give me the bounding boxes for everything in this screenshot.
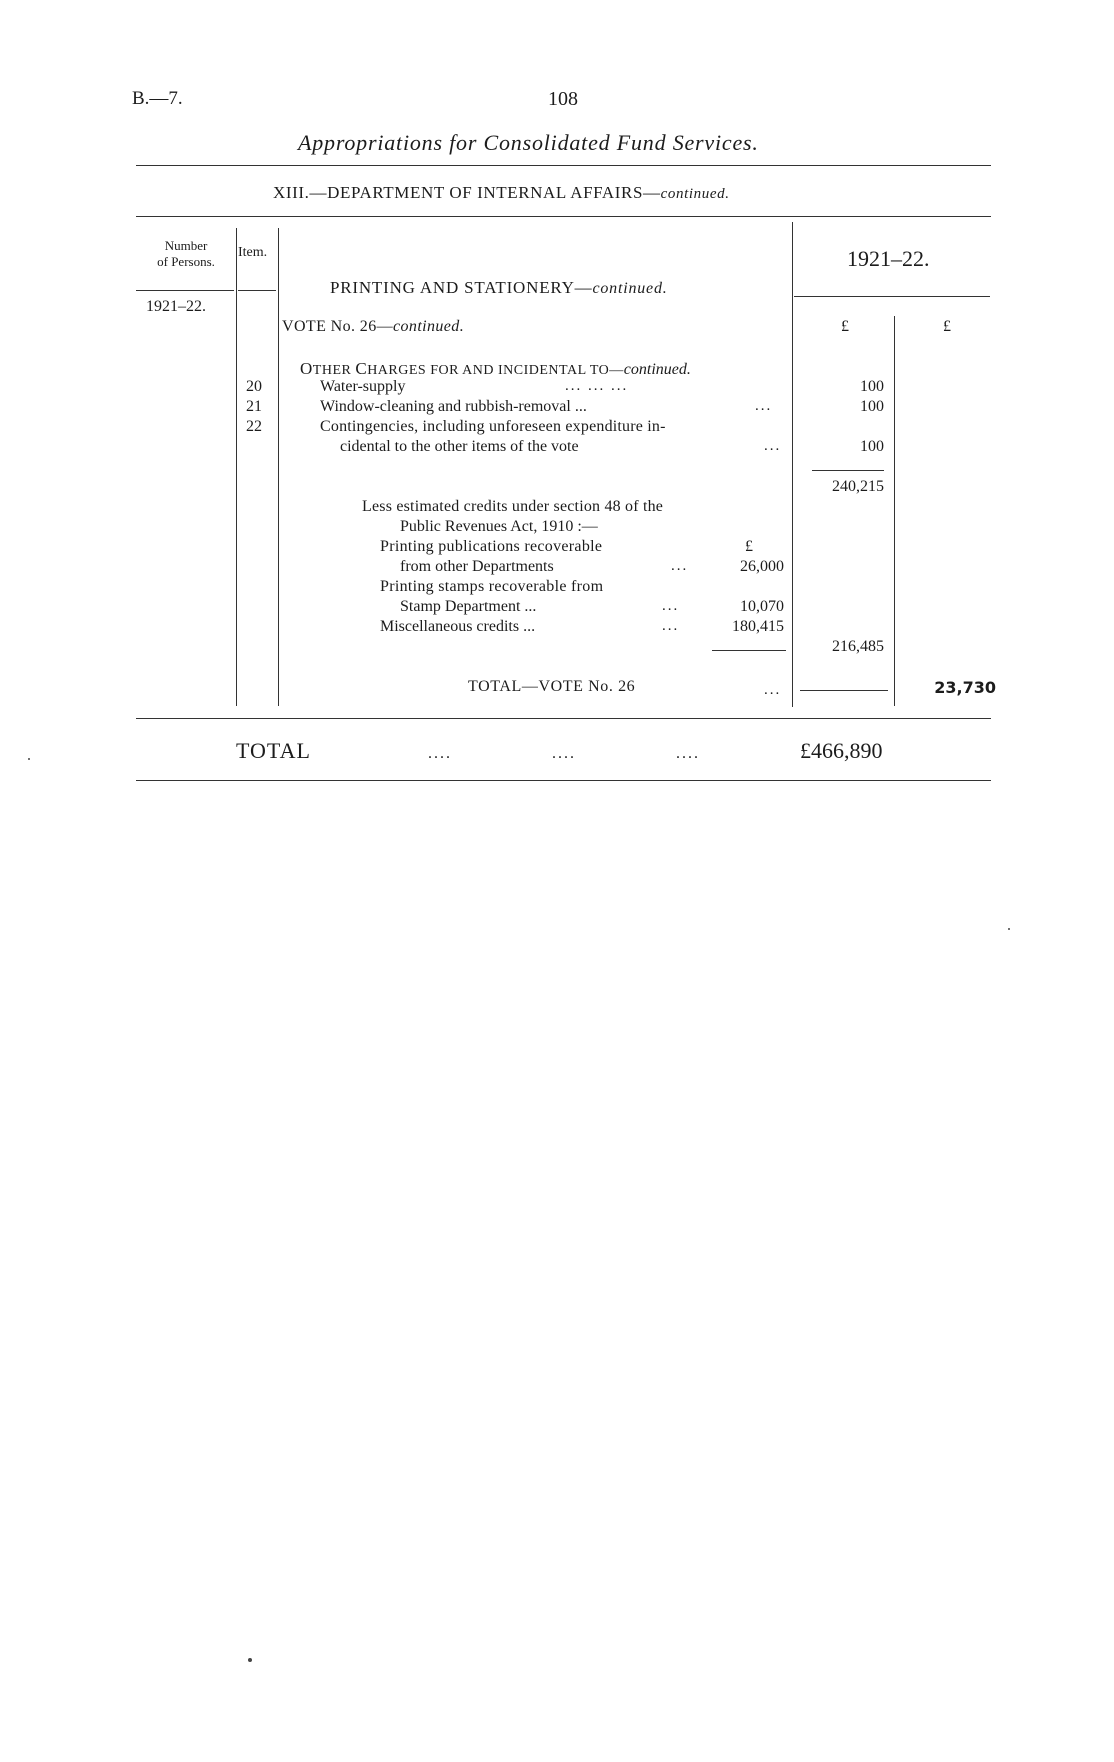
vote-heading-suffix: continued.: [393, 318, 465, 335]
persons-item-divider: [236, 228, 237, 706]
charges-cap2: C: [355, 359, 368, 378]
item-leader: ... ... ...: [565, 378, 629, 394]
credit-label: Printing stamps recoverable from: [380, 578, 604, 595]
header-rule: [136, 165, 991, 166]
page-number: 108: [548, 88, 578, 110]
scan-speck: [248, 1658, 252, 1662]
charges-small1: THER: [312, 363, 356, 378]
scan-speck: [28, 758, 30, 760]
amount-year-header: 1921–22.: [847, 246, 930, 271]
credits-intro-continued: Public Revenues Act, 1910 :—: [400, 518, 598, 535]
credit-label: Printing publications recoverable: [380, 538, 603, 555]
document-ref: B.—7.: [132, 88, 183, 109]
item-leader: ...: [764, 438, 782, 454]
credit-amount: 180,415: [732, 618, 784, 635]
currency-right: £: [943, 318, 951, 335]
charges-suffix: continued.: [623, 361, 691, 378]
section-title-text: PRINTING AND STATIONERY—: [330, 278, 593, 297]
credit-leader: ...: [662, 618, 680, 634]
item-leader: ...: [755, 398, 773, 414]
item-label-continued: cidental to the other items of the vote: [340, 438, 579, 455]
item-header-rule: [238, 290, 276, 291]
year-header-rule: [794, 296, 990, 297]
credit-amount: 26,000: [740, 558, 784, 575]
running-title: Appropriations for Consolidated Fund Services.: [298, 130, 759, 155]
scan-speck: [1008, 928, 1010, 930]
vote-total-label: TOTAL—VOTE No. 26: [468, 678, 636, 695]
department-title-suffix: continued.: [660, 186, 730, 202]
grand-total-top-rule: [136, 718, 991, 719]
persons-header-rule: [136, 290, 234, 291]
grand-total-dots-1: ....: [428, 745, 452, 762]
item-amount: 100: [860, 438, 884, 455]
item-number: 21: [246, 398, 262, 415]
charges-small2: HARGES FOR AND INCIDENTAL TO—: [367, 363, 624, 378]
department-title-text: XIII.—DEPARTMENT OF INTERNAL AFFAIRS—: [273, 183, 661, 202]
vote-heading-text: VOTE No. 26—: [282, 318, 394, 335]
department-title: [273, 183, 730, 203]
grand-total-bottom-rule: [136, 780, 991, 781]
vote-heading: [282, 318, 464, 336]
table-top-rule: [136, 216, 991, 217]
section-title: [330, 278, 668, 298]
persons-header-line1: Number: [164, 238, 208, 253]
credit-leader: ...: [671, 558, 689, 574]
grand-total-amount: £466,890: [800, 738, 883, 763]
credits-intro: Less estimated credits under section 48 of the: [362, 498, 664, 515]
item-number: 22: [246, 418, 262, 435]
credit-label-continued: from other Departments: [400, 558, 554, 575]
item-amount: 100: [860, 398, 884, 415]
subtotal-rule: [812, 470, 884, 471]
grand-total-dots-3: ....: [676, 745, 700, 762]
amount-columns-divider: [894, 316, 895, 706]
credit-label: Miscellaneous credits ...: [380, 618, 536, 635]
item-header: Item.: [238, 245, 268, 260]
vote-total-leader: ...: [764, 682, 782, 698]
item-desc-divider: [278, 228, 279, 706]
credits-rule: [712, 650, 786, 651]
item-label: Contingencies, including unforeseen expenditure in-: [320, 418, 666, 435]
item-amount: 100: [860, 378, 884, 395]
credits-total: 216,485: [832, 638, 884, 655]
currency-left: £: [841, 318, 849, 335]
grand-total-label: TOTAL: [236, 738, 311, 763]
item-label: Window-cleaning and rubbish-removal ...: [320, 398, 587, 415]
grand-total-dots-2: ....: [552, 745, 576, 762]
persons-header-line2: of Persons.: [157, 254, 215, 269]
persons-year-header: 1921–22.: [146, 298, 206, 315]
section-title-suffix: continued.: [592, 280, 668, 297]
credits-pound: £: [745, 538, 753, 555]
item-number: 20: [246, 378, 262, 395]
credit-amount: 10,070: [740, 598, 784, 615]
vote-total-rule: [800, 690, 888, 691]
credit-label-continued: Stamp Department ...: [400, 598, 537, 615]
item-label: Water-supply: [320, 378, 406, 395]
vote-total-amount: 23,730: [934, 678, 996, 697]
subtotal-amount: 240,215: [832, 478, 884, 495]
credit-leader: ...: [662, 598, 680, 614]
charges-cap1: O: [300, 359, 313, 378]
other-charges-heading: [300, 359, 691, 379]
desc-amount-divider: [792, 222, 793, 707]
